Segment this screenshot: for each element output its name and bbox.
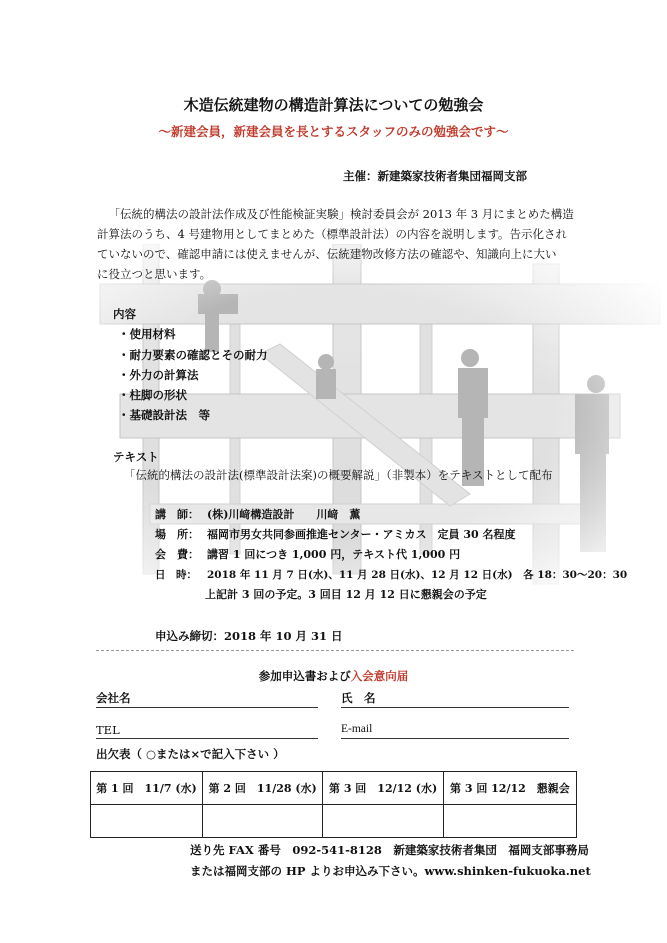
- textbook-body: 「伝統的構法の設計法(標準設計法案)の概要解説」（非製本）をテキストとして配布: [124, 468, 553, 482]
- content-item: ・外力の計算法: [118, 368, 199, 382]
- detail-location: [155, 526, 516, 542]
- attendance-title: 出欠表（ ○または×で記入下さい ）: [96, 747, 285, 761]
- detail-value: 上記計 3 回の予定。3 回目 12 月 12 日に懇親会の予定: [205, 588, 487, 601]
- detail-note: [205, 586, 487, 602]
- intro-line: ていないので、確認申請には使えませんが、伝統建物改修方法の確認や、知識向上に大い: [97, 247, 557, 261]
- intro-line: 計算法のうち、4 号建物用としてまとめた（標準設計法）の内容を説明します。告示化され: [97, 227, 568, 241]
- attendance-header: 第 1 回 11/7 (水): [91, 772, 203, 805]
- detail-label: 講 師：: [155, 508, 199, 521]
- attendance-cell-3[interactable]: [323, 805, 443, 838]
- footer-fax: 送り先 FAX 番号 092-541-8128 新建築家技術者集団 福岡支部事務局: [190, 843, 589, 857]
- company-label: 会社名: [96, 691, 131, 705]
- detail-label: 日 時：: [155, 569, 197, 581]
- attendance-header-row: [91, 772, 577, 805]
- detail-value: (株)川﨑構造設計 川﨑 薫: [207, 508, 361, 521]
- detail-label: 会 費：: [155, 548, 199, 561]
- intro-paragraph: [97, 204, 575, 284]
- content-item: ・耐力要素の確認とその耐力: [118, 348, 268, 362]
- intro-line: に役立つと思います。: [97, 267, 212, 281]
- attendance-header: 第 3 回 12/12 懇親会: [443, 772, 576, 805]
- form-title: [0, 668, 667, 684]
- form-title-main: 参加申込書および: [258, 669, 351, 683]
- content-item: ・基礎設計法 等: [118, 408, 210, 422]
- detail-label: 場 所：: [155, 528, 199, 541]
- divider: [96, 650, 574, 651]
- deadline: 申込み締切：2018 年 10 月 31 日: [155, 629, 343, 643]
- attendance-cell-1[interactable]: [91, 805, 203, 838]
- subtitle: ～新建会員，新建会員を長とするスタッフのみの勉強会です～: [158, 124, 509, 139]
- footer-web: または福岡支部の HP よりお申込み下さい。www.shinken-fukuoka.net: [190, 864, 591, 878]
- name-label: 氏 名: [341, 691, 376, 705]
- tel-field[interactable]: [96, 738, 318, 739]
- organizer: 主催：新建築家技術者集団福岡支部: [343, 169, 527, 183]
- textbook-heading: テキスト: [113, 450, 159, 464]
- detail-fee: [155, 546, 460, 562]
- page-title: 木造伝統建物の構造計算法についての勉強会: [183, 96, 484, 114]
- email-field[interactable]: [341, 738, 569, 739]
- detail-value: 福岡市男女共同参画推進センター・アミカス 定員 30 名程度: [207, 528, 516, 541]
- attendance-table: [90, 771, 577, 838]
- name-field[interactable]: [341, 707, 569, 708]
- detail-value: 講習 1 回につき 1,000 円，テキスト代 1,000 円: [207, 548, 461, 561]
- email-label: E-mail: [341, 723, 373, 735]
- detail-datetime: [155, 567, 627, 582]
- form-title-red: 入会意向届: [350, 669, 409, 683]
- detail-value: 2018 年 11 月 7 日(水)、11 月 28 日(水)、12 月 12 日(水) 各 18：30～20：30: [207, 569, 628, 581]
- attendance-header: 第 3 回 12/12 (水): [323, 772, 443, 805]
- tel-label: TEL: [96, 723, 120, 737]
- content-item: ・柱脚の形状: [118, 388, 187, 402]
- attendance-cell-2[interactable]: [202, 805, 322, 838]
- intro-line: 「伝統的構法の設計法作成及び性能検証実験」検討委員会が 2013 年 3 月にまとめた構造: [108, 207, 574, 221]
- attendance-entry-row: [91, 805, 577, 838]
- content-heading: 内容: [113, 307, 136, 321]
- attendance-cell-4[interactable]: [443, 805, 576, 838]
- content-item: ・使用材料: [118, 327, 176, 341]
- attendance-header: 第 2 回 11/28 (水): [202, 772, 322, 805]
- company-field[interactable]: [96, 707, 318, 708]
- detail-lecturer: [155, 506, 360, 522]
